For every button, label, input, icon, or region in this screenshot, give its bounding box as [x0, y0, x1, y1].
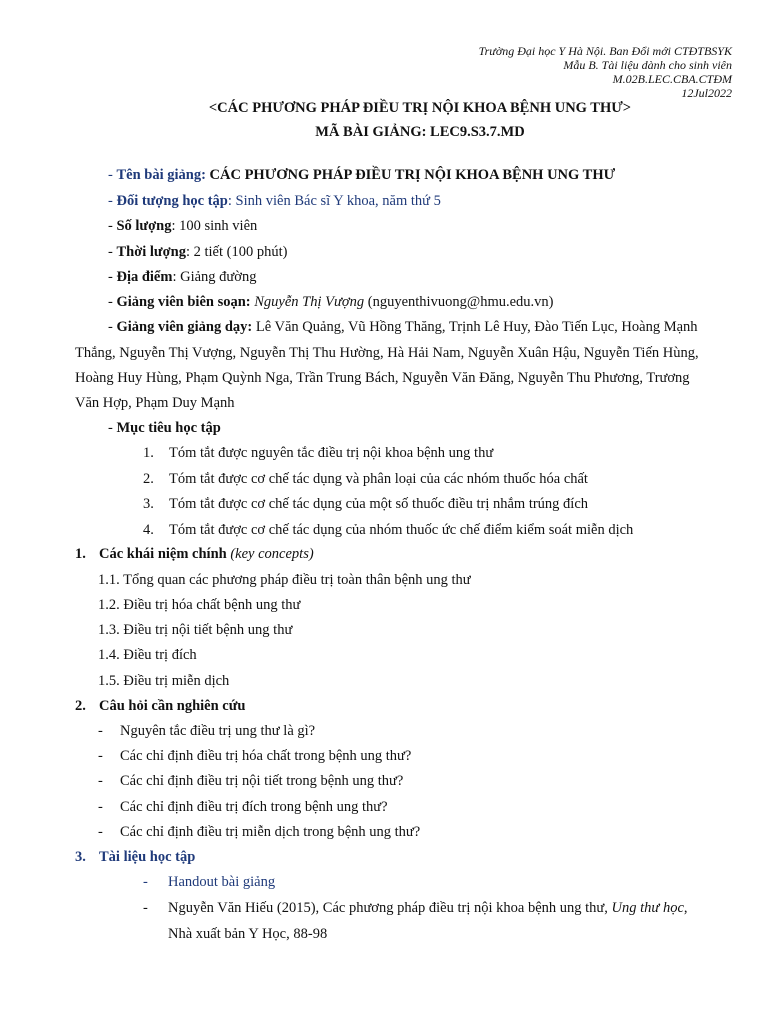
reference-author: Nguyễn Văn Hiếu (2015), Các phương pháp điều trị nội khoa bệnh ung thư,	[168, 900, 608, 916]
question-text: Nguyên tắc điều trị ung thư là gì?	[120, 723, 316, 739]
bullet-dash: -	[143, 874, 148, 890]
teachers-label: Giảng viên giảng dạy:	[116, 319, 253, 335]
teachers-line-2: Thắng, Nguyễn Thị Vượng, Nguyễn Thị Thu Hường, Hà Hải Nam, Nguyễn Xuân Hậu, Nguyễn Tiến Hùng,	[75, 345, 699, 361]
bullet-dash: -	[108, 294, 113, 310]
info-duration	[108, 243, 287, 261]
author-email: (nguyenthivuong@hmu.edu.vn)	[367, 294, 554, 310]
question-item	[98, 747, 411, 765]
bullet-dash: -	[98, 723, 103, 739]
section-title: Tài liệu học tập	[99, 849, 196, 865]
material-handout: Handout bài giảng	[168, 874, 276, 890]
location-value: : Giảng đường	[172, 269, 257, 285]
bullet-dash: -	[98, 748, 103, 764]
bullet-dash: -	[143, 900, 148, 916]
count-value: : 100 sinh viên	[171, 218, 258, 234]
question-item	[98, 823, 420, 841]
document-title: <CÁC PHƯƠNG PHÁP ĐIỀU TRỊ NỘI KHOA BỆNH UNG THƯ>	[208, 100, 632, 116]
author-label: Giảng viên biên soạn:	[116, 294, 251, 310]
bullet-dash: -	[108, 244, 113, 260]
objective-text: Tóm tắt được nguyên tắc điều trị nội khoa bệnh ung thư	[169, 445, 494, 461]
info-author	[108, 293, 553, 311]
question-text: Các chỉ định điều trị miễn dịch trong bệnh ung thư?	[120, 824, 421, 840]
bullet-dash: -	[108, 420, 113, 436]
lecture-code: MÃ BÀI GIẢNG: LEC9.S3.7.MD	[315, 124, 525, 140]
objectives-label: Mục tiêu học tập	[116, 420, 221, 436]
info-objectives	[108, 419, 221, 437]
objective-number: 4.	[143, 522, 154, 538]
bullet-dash: -	[108, 269, 113, 285]
bullet-dash: -	[98, 799, 103, 815]
objective-text: Tóm tắt được cơ chế tác dụng của một số thuốc điều trị nhắm trúng đích	[169, 496, 589, 512]
info-audience	[108, 192, 441, 210]
section-number: 1.	[75, 546, 86, 562]
reference-book: Ung thư học	[611, 900, 684, 916]
section-number: 2.	[75, 698, 86, 714]
question-item	[98, 772, 403, 790]
section-title: Các khái niệm chính	[99, 546, 227, 562]
material-item	[143, 873, 275, 891]
teachers-line-1: Lê Văn Quảng, Vũ Hồng Thăng, Trịnh Lê Huy, Đào Tiến Lục, Hoàng Mạnh	[255, 319, 698, 335]
reference-punct: ,	[683, 900, 688, 916]
bullet-dash: -	[108, 319, 113, 335]
bullet-dash: -	[108, 193, 113, 209]
count-label: Số lượng	[116, 218, 172, 234]
reference-publisher: Nhà xuất bản Y Học, 88-98	[168, 926, 328, 942]
bullet-dash: -	[108, 218, 113, 234]
objective-number: 1.	[143, 445, 154, 461]
location-label: Địa điểm	[116, 269, 173, 285]
question-item	[98, 798, 388, 816]
header-line-date: 12Jul2022	[681, 86, 732, 100]
concept-item: 1.2. Điều trị hóa chất bệnh ung thư	[98, 597, 301, 613]
material-reference	[143, 899, 688, 917]
section-3-heading	[75, 848, 195, 866]
duration-value: : 2 tiết (100 phút)	[185, 244, 288, 260]
concept-item: 1.5. Điều trị miễn dịch	[98, 673, 230, 689]
teachers-line-4: Văn Hợp, Phạm Duy Mạnh	[75, 395, 235, 411]
concept-item: 1.1. Tổng quan các phương pháp điều trị toàn thân bệnh ung thư	[98, 572, 471, 588]
question-item	[98, 722, 315, 740]
objective-number: 3.	[143, 496, 154, 512]
section-title: Câu hỏi cần nghiên cứu	[99, 698, 246, 714]
bullet-dash: -	[108, 167, 113, 183]
objective-item	[143, 444, 493, 462]
objective-item	[143, 521, 633, 539]
header-line-institution: Trường Đại học Y Hà Nội. Ban Đổi mới CTĐTBSYK	[478, 44, 732, 58]
objective-number: 2.	[143, 471, 154, 487]
teachers-line-3: Hoàng Huy Hùng, Phạm Quỳnh Nga, Trần Trung Bách, Nguyễn Văn Đăng, Nguyễn Thu Phương, Trương	[75, 370, 690, 386]
info-teachers	[108, 318, 698, 336]
objective-text: Tóm tắt được cơ chế tác dụng và phân loại của các nhóm thuốc hóa chất	[169, 471, 588, 487]
section-note: (key concepts)	[230, 546, 314, 562]
lecture-name-value: CÁC PHƯƠNG PHÁP ĐIỀU TRỊ NỘI KHOA BỆNH UNG THƯ	[209, 167, 616, 183]
bullet-dash: -	[98, 824, 103, 840]
audience-label: Đối tượng học tập	[116, 193, 228, 209]
question-text: Các chỉ định điều trị đích trong bệnh ung thư?	[120, 799, 388, 815]
bullet-dash: -	[98, 773, 103, 789]
section-1-heading	[75, 545, 314, 563]
objective-item	[143, 470, 588, 488]
header-line-code: M.02B.LEC.CBA.CTĐM	[612, 72, 732, 86]
question-text: Các chỉ định điều trị hóa chất trong bệnh ung thư?	[120, 748, 412, 764]
section-number: 3.	[75, 849, 86, 865]
question-text: Các chỉ định điều trị nội tiết trong bệnh ung thư?	[120, 773, 404, 789]
concept-item: 1.3. Điều trị nội tiết bệnh ung thư	[98, 622, 293, 638]
info-location	[108, 268, 256, 286]
concept-item: 1.4. Điều trị đích	[98, 647, 197, 663]
lecture-name-label: Tên bài giảng:	[116, 167, 206, 183]
duration-label: Thời lượng	[116, 244, 186, 260]
header-block	[479, 44, 732, 100]
objective-item	[143, 495, 588, 513]
info-count	[108, 217, 257, 235]
info-lecture-name	[108, 166, 615, 184]
header-line-form: Mẫu B. Tài liệu dành cho sinh viên	[563, 58, 732, 72]
audience-value: : Sinh viên Bác sĩ Y khoa, năm thứ 5	[227, 193, 441, 209]
author-name: Nguyễn Thị Vượng	[254, 294, 365, 310]
section-2-heading	[75, 697, 246, 715]
objective-text: Tóm tắt được cơ chế tác dụng của nhóm thuốc ức chế điểm kiểm soát miễn dịch	[169, 522, 634, 538]
